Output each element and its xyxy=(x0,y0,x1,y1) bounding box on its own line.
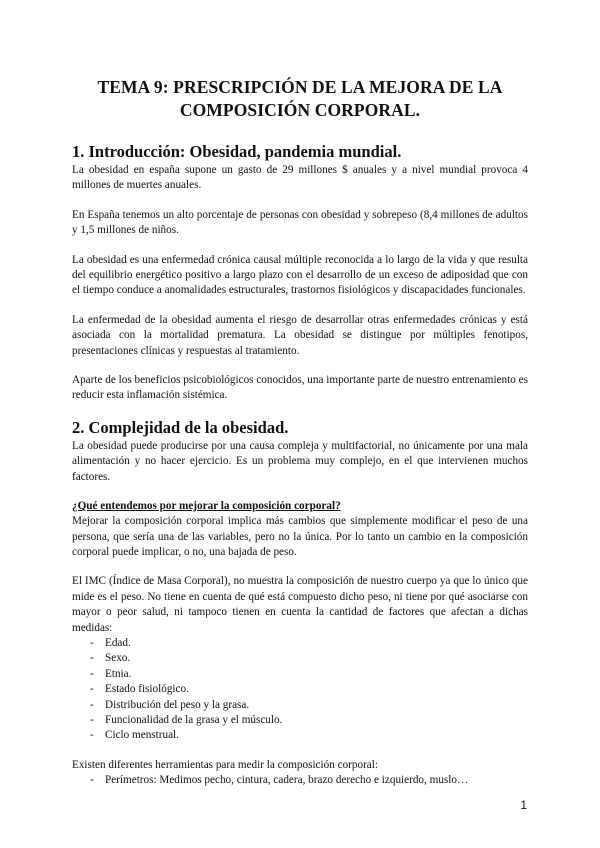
paragraph: La obesidad en españa supone un gasto de 29 millones $ anuales y a nivel mundial provoca 4 millones de muertes anuales. xyxy=(72,164,528,192)
paragraph: La obesidad puede producirse por una causa compleja y multifactorial, no únicamente por una mala alimentación y no hacer ejercicio. Es un problema muy complejo, en el que intervienen muchos factores. xyxy=(72,439,528,483)
list-item: - Distribución del peso y la grasa. xyxy=(90,698,528,713)
paragraph: La obesidad es una enfermedad crónica causal múltiple reconocida a lo largo de la vida y que resulta del equilibrio energético positivo a largo plazo con el desarrollo de un exceso de adiposidad que con el tiempo conduce a anomalidades estructurales, trastornos fisiológicos y discapacidades funcionales. xyxy=(72,253,528,297)
page-number: 1 xyxy=(520,798,527,812)
paragraph: Aparte de los beneficios psicobiológicos conocidos, una importante parte de nuestro entrenamiento es reducir esta inflamación sistémica. xyxy=(72,374,528,402)
paragraph: El IMC (Índice de Masa Corporal), no muestra la composición de nuestro cuerpo ya que lo único que mide es el peso. No tiene en cuenta de qué está compuesto dicho peso, ni tiene por qué asociarse con mayor o peor salud, ni tampoco tienen en cuenta la cantidad de factores que afectan a dichas medidas: xyxy=(72,575,528,634)
title-line-2: COMPOSICIÓN CORPORAL. xyxy=(179,100,421,120)
title-line-1: TEMA 9: PRESCRIPCIÓN DE LA MEJORA DE LA xyxy=(97,77,503,97)
factors-list xyxy=(72,636,528,744)
subsection-heading: ¿Qué entendemos por mejorar la composición corporal? xyxy=(72,500,341,513)
section-2-heading: 2. Complejidad de la obesidad. xyxy=(72,417,289,437)
paragraph: Mejorar la composición corporal implica más cambios que simplemente modificar el peso de una persona, que sería una de las variables, pero no la única. Por lo tanto un cambio en la composición corporal puede implicar, o no, una bajada de peso. xyxy=(72,515,528,558)
tools-list xyxy=(72,773,528,788)
section-1-heading: 1. Introducción: Obesidad, pandemia mundial. xyxy=(72,142,402,161)
paragraph: En España tenemos un alto porcentaje de personas con obesidad y sobrepeso (8,4 millones de adultos y 1,5 millones de niños. xyxy=(72,208,528,237)
list-item: - Edad. xyxy=(90,636,528,651)
list-item: - Ciclo menstrual. xyxy=(90,728,528,743)
list-item: - Etnia. xyxy=(90,667,528,682)
document-page xyxy=(72,0,528,789)
list-item: - Funcionalidad de la grasa y el músculo. xyxy=(90,713,528,728)
document-title xyxy=(72,76,528,122)
list-item: - Sexo. xyxy=(90,651,528,666)
paragraph: Existen diferentes herramientas para medir la composición corporal: xyxy=(72,758,378,771)
paragraph: La enfermedad de la obesidad aumenta el riesgo de desarrollar otras enfermedades crónicas y está asociada con la mortalidad prematura. La obesidad se distingue por múltiples fenotipos, presentaciones clínicas y respuestas al tratamiento. xyxy=(72,313,528,357)
list-item: - Estado fisiológico. xyxy=(90,682,528,697)
list-item: - Perímetros: Medimos pecho, cintura, cadera, brazo derecho e izquierdo, muslo… xyxy=(90,773,528,788)
